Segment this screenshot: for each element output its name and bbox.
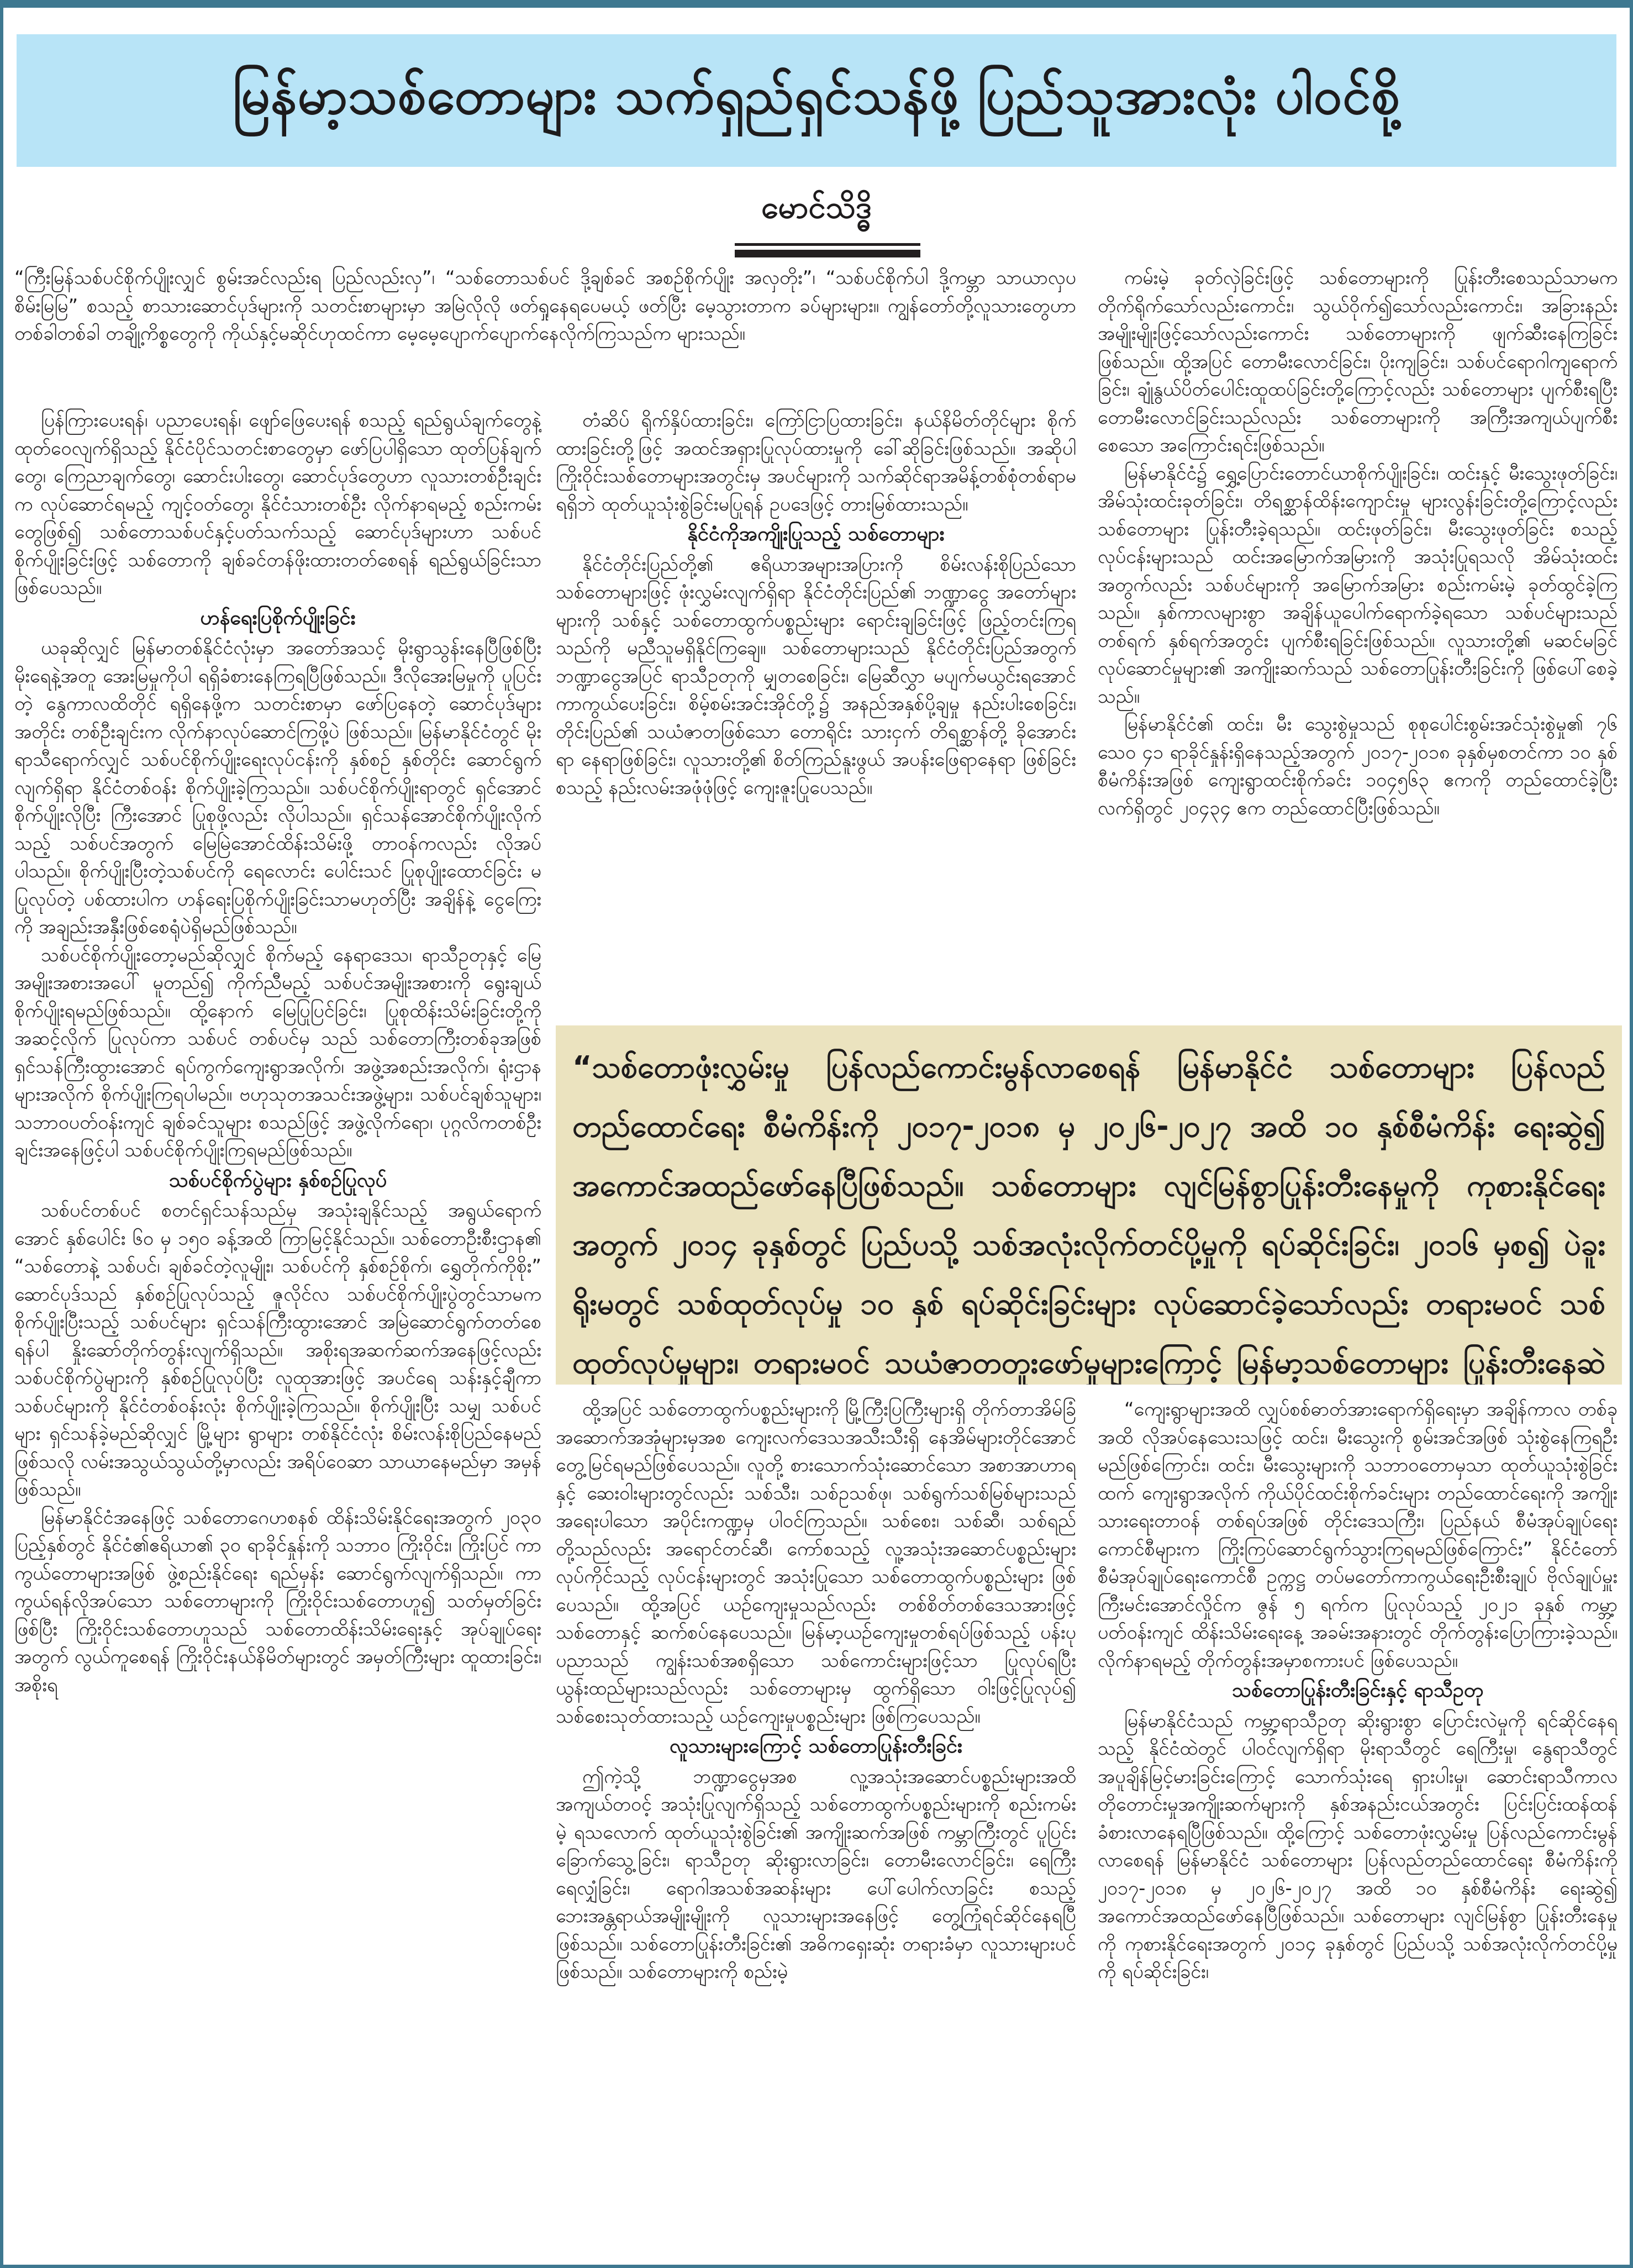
section-heading: ဟန်ရေးပြစိုက်ပျိုးခြင်း — [200, 606, 356, 629]
body-paragraph: မြန်မာနိုင်ငံ၏ ထင်း၊ မီး သွေးစွဲမှုသည် စုစုပေါင်းစွမ်းအင်သုံးစွဲမှု၏ ၇၆ သေဝ ၄၁ ရာခိုင်နှုန်းရှိနေသည့်အတွက် ၂၀၁၇-၂၀၁၈ ခုနှစ်မှစတင်ကာ ၁၀ နှစ်စီမံကိန်းအဖြစ် ကျေးရွာထင်းစိုက်ခင်း ၁၀၄၅၆၃ ဧကကို တည်ထောင်ခဲ့ပြီး လက်ရှိတွင် ၂၀၄၃၄ ဧက တည်ထောင်ပြီးဖြစ်သည်။ — [1098, 713, 1618, 819]
body-paragraph: ကမ်းမဲ့ ခုတ်လှဲခြင်းဖြင့် သစ်တောများကို ပြုန်းတီးစေသည်သာမက တိုက်ရိုက်သော်လည်းကောင်း၊ သွယ်ဝိုက်၍သော်လည်းကောင်း၊ အခြားနည်းအမျိုးမျိုးဖြင့်သော်လည်းကောင်း သစ်တောများကို ဖျက်ဆီးနေကြခြင်း ဖြစ်သည်။ ထို့အပြင် တောမီးလောင်ခြင်း၊ ပိုးကျခြင်း၊ သစ်ပင်ရောဂါကျရောက်ခြင်း၊ ချုံနွယ်ပိတ်ပေါင်းထူထပ်ခြင်းတို့ကြောင့်လည်း သစ်တောများ ပျက်စီးရပြီး တောမီးလောင်ခြင်းသည်လည်း သစ်တောများကို အကြီးအကျယ်ပျက်စီးစေသော အကြောင်းရင်းဖြစ်သည်။ — [1098, 267, 1618, 456]
body-paragraph: သစ်ပင်စိုက်ပျိုးတော့မည်ဆိုလျှင် စိုက်မည့် နေရာဒေသ၊ ရာသီဥတုနှင့် မြေအမျိုးအစားအပေါ် မူတည်၍ ကိုက်ညီမည့် သစ်ပင်အမျိုးအစားကို ရွေးချယ်စိုက်ပျိုးရမည်ဖြစ်သည်။ ထို့နောက် မြေပြုပြင်ခြင်း၊ ပြုစုထိန်းသိမ်းခြင်းတို့ကို အဆင့်လိုက် ပြုလုပ်ကာ သစ်ပင် တစ်ပင်မှ သည် သစ်တောကြီးတစ်ခုအဖြစ် ရှင်သန်ကြီးထွားအောင် ရပ်ကွက်ကျေးရွာအလိုက်၊ အဖွဲ့အစည်းအလိုက်၊ ရုံးဌာနများအလိုက် စိုက်ပျိုးကြရပါမည်။ ဗဟုသုတအသင်းအဖွဲ့များ၊ သစ်ပင်ချစ်သူများ၊ သဘာဝပတ်ဝန်းကျင် ချစ်ခင်သူများ စသည်ဖြင့် အဖွဲ့လိုက်ရော၊ ပုဂ္ဂလိကတစ်ဦးချင်းအနေဖြင့်ပါ သစ်ပင်စိုက်ပျိုးကြရမည်ဖြစ်သည်။ — [14, 944, 541, 1161]
intro-paragraph-block — [14, 264, 1076, 394]
section-heading: လူသားများကြောင့် သစ်တောပြုန်းတီးခြင်း — [670, 1735, 962, 1757]
body-paragraph: မြန်မာနိုင်ငံသည် ကမ္ဘာ့ရာသီဥတု ဆိုးရွားစွာ ပြောင်းလဲမှုကို ရင်ဆိုင်နေရသည့် နိုင်ငံထဲတွင် ပါဝင်လျက်ရှိရာ မိုးရာသီတွင် ရေကြီးမှု၊ နွေရာသီတွင် အပူချိန်မြင့်မားခြင်းကြောင့် သောက်သုံးရေ ရှားပါးမှု၊ ဆောင်းရာသီကာလတိုတောင်းမှုအကျိုးဆက်များကို နှစ်အနည်းငယ်အတွင်း ပြင်းပြင်းထန်ထန် ခံစားလာနေရပြီဖြစ်သည်။ ထို့ကြောင့် သစ်တောဖုံးလွှမ်းမှု ပြန်လည်ကောင်းမွန်လာစေရန် မြန်မာနိုင်ငံ သစ်တောများ ပြန်လည်တည်ထောင်ရေး စီမံကိန်းကို ၂၀၁၇-၂၀၁၈ မှ ၂၀၂၆-၂၀၂၇ အထိ ၁၀ နှစ်စီမံကိန်း ရေးဆွဲ၍ အကောင်အထည်ဖော်နေပြီဖြစ်သည်။ သစ်တောများ လျင်မြန်စွာ ပြုန်းတီးနေမှုကို ကုစားနိုင်ရေးအတွက် ၂၀၁၄ ခုနှစ်တွင် ပြည်ပသို့ သစ်အလုံးလိုက်တင်ပို့မှုကို ရပ်ဆိုင်းခြင်း၊ — [1098, 1709, 1618, 1983]
pull-quote: “သစ်တောဖုံးလွှမ်းမှု ပြန်လည်ကောင်းမွန်လာစေရန် မြန်မာနိုင်ငံ သစ်တောများ ပြန်လည်တည်ထောင်ရေး စီမံကိန်းကို ၂၀၁၇-၂၀၁၈ မှ ၂၀၂၆-၂၀၂၇ အထိ ၁၀ နှစ်စီမံကိန်း ရေးဆွဲ၍ အကောင်အထည်ဖော်နေပြီဖြစ်သည်။ သစ်တောများ လျင်မြန်စွာပြုန်းတီးနေမှုကို ကုစားနိုင်ရေးအတွက် ၂၀၁၄ ခုနှစ်တွင် ပြည်ပသို့ သစ်အလုံးလိုက်တင်ပို့မှုကို ရပ်ဆိုင်းခြင်း၊ ၂၀၁၆ မှစ၍ ပဲခူးရိုးမတွင် သစ်ထုတ်လုပ်မှု ၁၀ နှစ် ရပ်ဆိုင်းခြင်းများ လုပ်ဆောင်ခဲ့သော်လည်း တရားမဝင် သစ်ထုတ်လုပ်မှုများ၊ တရားမဝင် သယံဇာတတူးဖော်မှုများကြောင့် မြန်မာ့သစ်တောများ ပြုန်းတီးနေဆဲ — [556, 1025, 1622, 1385]
right-column-bottom — [1098, 1396, 1618, 2252]
body-paragraph: နိုင်ငံတိုင်းပြည်တို့၏ ဧရိယာအများအပြားကို စိမ်းလန်းစိုပြည်သော သစ်တောများဖြင့် ဖုံးလွှမ်းလျက်ရှိရာ နိုင်ငံတိုင်းပြည်၏ ဘဏ္ဍာငွေ အတော်များများကို သစ်နှင့် သစ်တောထွက်ပစ္စည်းများ ရောင်းချခြင်းဖြင့် ဖြည့်တင်းကြရသည်ကို မညီသူမရှိနိုင်ကြချေ။ သစ်တောများသည် နိုင်ငံတိုင်းပြည်အတွက် ဘဏ္ဍာငွေအပြင် ရာသီဥတုကို မျှတစေခြင်း၊ မြေဆီလွှာ မပျက်မယွင်းရအောင် ကာကွယ်ပေးခြင်း၊ စိမ့်စမ်းအင်းအိုင်တို့၌ အနည်အနှစ်ပို့ချမှု နည်းပါးစေခြင်း၊ တိုင်းပြည်၏ သယံဇာတဖြစ်သော တောရိုင်း သားငှက် တိရစ္ဆာန်တို့ ခိုအောင်းရာ နေရာဖြစ်ခြင်း၊ လူသားတို့၏ စိတ်ကြည်နူးဖွယ် အပန်းဖြေရာနေရာ ဖြစ်ခြင်းစသည့် နည်းလမ်းအဖုံဖုံဖြင့် ကျေးဇူးပြုပေသည်။ — [556, 553, 1076, 799]
section-heading: သစ်ပင်စိုက်ပွဲများ နှစ်စဉ်ပြုလုပ် — [168, 1169, 387, 1192]
middle-column-bottom — [556, 1396, 1076, 2252]
section-heading: သစ်တောပြုန်းတီးခြင်းနှင့် ရာသီဥတု — [1232, 1679, 1483, 1702]
body-paragraph: မြန်မာနိုင်ငံ၌ ရွှေ့ပြောင်းတောင်ယာစိုက်ပျိုးခြင်း၊ ထင်းနှင့် မီးသွေးဖုတ်ခြင်း၊ အိမ်သုံးထင်းခုတ်ခြင်း၊ တိရစ္ဆာန်ထိန်းကျောင်းမှု များလွန်းခြင်းတို့ကြောင့်လည်း သစ်တောများ ပြုန်းတီးခဲ့ရသည်။ ထင်းဖုတ်ခြင်း၊ မီးသွေးဖုတ်ခြင်း စသည့် လုပ်ငန်းများသည် ထင်းအမြောက်အမြားကို အသုံးပြုရသလို အိမ်သုံးထင်းအတွက်လည်း သစ်ပင်များကို အမြောက်အမြား စည်းကမ်းမဲ့ ခုတ်ထွင်ခဲ့ကြသည်။ နှစ်ကာလများစွာ အချိန်ယူပေါက်ရောက်ခဲ့ရသော သစ်ပင်များသည် တစ်ရက် နှစ်ရက်အတွင်း ပျက်စီးရခြင်းဖြစ်သည်။ လူသားတို့၏ မဆင်မခြင်လုပ်ဆောင်မှုများ၏ အကျိုးဆက်သည် သစ်တောပြုန်းတီးခြင်းကို ဖြစ်ပေါ်စေခဲ့သည်။ — [1098, 462, 1618, 708]
right-column-top — [1098, 264, 1618, 1017]
body-paragraph: ဤကဲ့သို့ ဘဏ္ဍာငွေမှအစ လူ့အသုံးအဆောင်ပစ္စည်းများအထိ အကျယ်တဝင့် အသုံးပြုလျက်ရှိသည့် သစ်တောထွက်ပစ္စည်းများကို စည်းကမ်းမဲ့ ရသလောက် ထုတ်ယူသုံးစွဲခြင်း၏ အကျိုးဆက်အဖြစ် ကမ္ဘာကြီးတွင် ပူပြင်းခြောက်သွေ့ခြင်း၊ ရာသီဥတု ဆိုးရွားလာခြင်း၊ တောမီးလောင်ခြင်း၊ ရေကြီးရေလျှံခြင်း၊ ရောဂါအသစ်အဆန်းများ ပေါ်ပေါက်လာခြင်း စသည့် ဘေးအန္တရာယ်အမျိုးမျိုးကို လူသားများအနေဖြင့် တွေ့ကြုံရင်ဆိုင်နေရပြီဖြစ်သည်။ သစ်တောပြုန်းတီးခြင်း၏ အဓိကရှေးဆုံး တရားခံမှာ လူသားများပင်ဖြစ်သည်။ သစ်တောများကို စည်းမဲ့ — [556, 1765, 1076, 1983]
section-heading: နိုင်ငံကိုအကျိုးပြုသည့် သစ်တောများ — [687, 523, 945, 545]
body-paragraph: ယခုဆိုလျှင် မြန်မာတစ်နိုင်ငံလုံးမှာ အတော်အသင့် မိုးရွာသွန်းနေပြီဖြစ်ပြီး မိုးရေနဲ့အတူ အေးမြမှုကိုပါ ရရှိခံစားနေကြရပြီဖြစ်သည်။ ဒီလိုအေးမြမှုကို ပူပြင်းတဲ့ နွေကာလထိတိုင် ရရှိနေဖို့က သတင်းစာမှာ ဖော်ပြနေတဲ့ ဆောင်ပုဒ်များအတိုင်း တစ်ဦးချင်းက လိုက်နာလုပ်ဆောင်ကြဖို့ပဲ ဖြစ်သည်။ မြန်မာနိုင်ငံတွင် မိုးရာသီရောက်လျှင် သစ်ပင်စိုက်ပျိုးရေးလုပ်ငန်းကို နှစ်စဉ် နှစ်တိုင်း ဆောင်ရွက်လျက်ရှိရာ နိုင်ငံတစ်ဝန်း စိုက်ပျိုးခဲ့ကြသည်။ သစ်ပင်စိုက်ပျိုးရာတွင် ရှင်အောင်စိုက်ပျိုးလိုပြီး ကြီးအောင် ပြုစုဖို့လည်း လိုပါသည်။ ရှင်သန်အောင်စိုက်ပျိုးလိုက်သည့် သစ်ပင်အတွက် မြေမြဲအောင်ထိန်းသိမ်းဖို့ တာဝန်ကလည်း လိုအပ်ပါသည်။ စိုက်ပျိုးပြီးတဲ့သစ်ပင်ကို ရေလောင်း ပေါင်းသင် ပြုစုပျိုးထောင်ခြင်း မပြုလုပ်တဲ့ ပစ်ထားပါက ဟန်ရေးပြစိုက်ပျိုးခြင်းသာမဟုတ်ပြီး အချိန်နဲ့ ငွေကြေးကို အချည်းအနှီးဖြစ်စေရုံပဲရှိမည်ဖြစ်သည်။ — [14, 637, 541, 938]
body-paragraph: “ကျေးရွာများအထိ လျှပ်စစ်ဓာတ်အားရောက်ရှိရေးမှာ အချိန်ကာလ တစ်ခုအထိ လိုအပ်နေသေးသဖြင့် ထင်း၊ မီးသွေးကို စွမ်းအင်အဖြစ် သုံးစွဲနေကြရဦးမည်ဖြစ်ကြောင်း၊ ထင်း၊ မီးသွေးများကို သဘာဝတောမှသာ ထုတ်ယူသုံးစွဲခြင်းထက် ကျေးရွာအလိုက် ကိုယ်ပိုင်ထင်းစိုက်ခင်းများ တည်ထောင်ရေးကို အကျိုးသားရေးတာဝန် တစ်ရပ်အဖြစ် တိုင်းဒေသကြီး၊ ပြည်နယ် စီမံအုပ်ချုပ်ရေးကောင်စီများက ကြိုးကြပ်ဆောင်ရွက်သွားကြရမည်ဖြစ်ကြောင်း” နိုင်ငံတော် စီမံအုပ်ချုပ်ရေးကောင်စီ ဥက္ကဋ္ဌ တပ်မတော်ကာကွယ်ရေးဦးစီးချုပ် ဗိုလ်ချုပ်မှူးကြီးမင်းအောင်လှိုင်က ဇွန် ၅ ရက်က ပြုလုပ်သည့် ၂၀၂၁ ခုနှစ် ကမ္ဘာ့ပတ်ဝန်းကျင် ထိန်းသိမ်းရေးနေ့ အခမ်းအနားတွင် တိုက်တွန်းပြောကြားခဲ့သည်။ လိုက်နာရမည့် တိုက်တွန်းအမှာစကားပင် ဖြစ်ပေသည်။ — [1098, 1398, 1618, 1672]
byline-divider-thin — [735, 243, 920, 246]
body-paragraph: သစ်ပင်တစ်ပင် စတင်ရှင်သန်သည်မှ အသုံးချနိုင်သည့် အရွယ်ရောက်အောင် နှစ်ပေါင်း ၆၀ မှ ၁၅၀ ခန့်အထိ ကြာမြင့်နိုင်သည်။ သစ်တောဦးစီးဌာန၏ “သစ်တောနဲ့ သစ်ပင်၊ ချစ်ခင်တဲ့လူမျိုး၊ သစ်ပင်ကို နှစ်စဉ်စိုက်၊ ရွှေတိုက်ကိုစိုး” ဆောင်ပုဒ်သည် နှစ်စဉ်ပြုလုပ်သည့် ဇူလိုင်လ သစ်ပင်စိုက်ပျိုးပွဲတွင်သာမက စိုက်ပျိုးပြီးသည့် သစ်ပင်များ ရှင်သန်ကြီးထွားအောင် အမြဲဆောင်ရွက်တတ်စေရန်ပါ နှိုးဆော်တိုက်တွန်းလျက်ရှိသည်။ အစိုးရအဆက်ဆက်အနေဖြင့်လည်း သစ်ပင်စိုက်ပွဲများကို နှစ်စဉ်ပြုလုပ်ပြီး လူထုအားဖြင့် အပင်ရေ သန်းနှင့်ချီကာ သစ်ပင်များကို နိုင်ငံတစ်ဝန်းလုံး စိုက်ပျိုးခဲ့ကြသည်။ စိုက်ပျိုးပြီး သမျှ သစ်ပင်များ ရှင်သန်ခဲ့မည်ဆိုလျှင် မြို့များ ရွာများ တစ်နိုင်ငံလုံး စိမ်းလန်းစိုပြည်နေမည်ဖြစ်သလို လမ်းအသွယ်သွယ်တို့မှာလည်း အရိပ်ဝေဆာ သာယာနေမည်မှာ အမှန်ဖြစ်သည်။ — [14, 1199, 541, 1501]
middle-column-top — [556, 407, 1076, 1017]
body-paragraph: တံဆိပ် ရိုက်နှိပ်ထားခြင်း၊ ကြော်ငြာပြထားခြင်း၊ နယ်နိမိတ်တိုင်များ စိုက်ထားခြင်းတို့ဖြင့် အထင်အရှားပြုလုပ်ထားမှုကို ခေါ်ဆိုခြင်းဖြစ်သည်။ အဆိုပါ ကြိုးဝိုင်းသစ်တောများအတွင်းမှ အပင်များကို သက်ဆိုင်ရာအမိန့်တစ်စုံတစ်ရာမရရှိဘဲ ထုတ်ယူသုံးစွဲခြင်းမပြုရန် ဥပဒေဖြင့် တားမြစ်ထားသည်။ — [556, 409, 1076, 515]
title-band — [17, 34, 1616, 167]
intro-paragraph: “ကြီးမြန်သစ်ပင်စိုက်ပျိုးလျှင် စွမ်းအင်လည်းရ ပြည်လည်းလှ”၊ “သစ်တောသစ်ပင် ဒို့ချစ်ခင် အစဉ်စိုက်ပျိုး အလှတိုး”၊ “သစ်ပင်စိုက်ပါ ဒို့ကမ္ဘာ သာယာလှပ စိမ်းမြမြ” စသည့် စာသားဆောင်ပုဒ်များကို သတင်းစာများမှာ အမြဲလိုလို ဖတ်ရှုနေရပေမယ့် ဖတ်ပြီး မေ့သွားတာက ခပ်များများ။ ကျွန်တော်တို့လူသားတွေဟာ တစ်ခါတစ်ခါ တချို့ကိစ္စတွေကို ကိုယ်နှင့်မဆိုင်ဟုထင်ကာ မေ့မေ့ပျောက်ပျောက်နေလိုက်ကြသည်က များသည်။ — [14, 267, 1076, 345]
body-paragraph: မြန်မာနိုင်ငံအနေဖြင့် သစ်တောဂေဟစနစ် ထိန်းသိမ်းနိုင်ရေးအတွက် ၂၀၃၀ ပြည့်နှစ်တွင် နိုင်ငံ၏ဧရိယာ၏ ၃၀ ရာခိုင်နှုန်းကို သဘာဝ ကြိုးဝိုင်း၊ ကြိုးပြင် ကာကွယ်တောများအဖြစ် ဖွဲ့စည်းနိုင်ရေး ရည်မှန်း ဆောင်ရွက်လျက်ရှိသည်။ ကာကွယ်ရန်လိုအပ်သော သစ်တောများကို ကြိုးဝိုင်းသစ်တောဟူ၍ သတ်မှတ်ခြင်းဖြစ်ပြီး ကြိုးဝိုင်းသစ်တောဟူသည် သစ်တောထိန်းသိမ်းရေးနှင့် အုပ်ချုပ်ရေးအတွက် လွယ်ကူစေရန် ကြိုးဝိုင်းနယ်နိမိတ်များတွင် အမှတ်ကြီးများ ထူထားခြင်း၊ အစိုးရ — [14, 1506, 541, 1696]
author-byline: မောင်သိဒ္ဓိ — [761, 190, 872, 225]
article-title: မြန်မာ့သစ်တောများ သက်ရှည်ရှင်သန်ဖို့ ပြည်သူအားလုံး ပါဝင်စို့ — [232, 66, 1401, 125]
body-paragraph: ပြန်ကြားပေးရန်၊ ပညာပေးရန်၊ ဖျော်ဖြေပေးရန် စသည့် ရည်ရွယ်ချက်တွေနဲ့ ထုတ်ဝေလျက်ရှိသည့် နိုင်ငံပိုင်သတင်းစာတွေမှာ ဖော်ပြပါရှိသော ထုတ်ပြန်ချက်တွေ၊ ကြေညာချက်တွေ၊ ဆောင်းပါးတွေ၊ ဆောင်ပုဒ်တွေဟာ လူသားတစ်ဦးချင်းက လုပ်ဆောင်ရမည့် ကျင့်ဝတ်တွေ၊ နိုင်ငံသားတစ်ဦး လိုက်နာရမည့် စည်းကမ်းတွေဖြစ်၍ သစ်တောသစ်ပင်နှင့်ပတ်သက်သည့် ဆောင်ပုဒ်များဟာ သစ်ပင်စိုက်ပျိုးခြင်းဖြင့် သစ်တောကို ချစ်ခင်တန်ဖိုးထားတတ်စေရန် ရည်ရွယ်ခြင်းသာ ဖြစ်ပေသည်။ — [14, 409, 541, 599]
byline-divider-thick — [735, 250, 920, 257]
left-column — [14, 407, 541, 2252]
body-paragraph: ထို့အပြင် သစ်တောထွက်ပစ္စည်းများကို မြို့ကြီးပြကြီးများရှိ တိုက်တာအိမ်ခြံ အဆောက်အအုံများမှအစ ကျေးလက်ဒေသအသီးသီးရှိ နေအိမ်များတိုင်အောင် တွေ့မြင်ရမည်ဖြစ်ပေသည်။ လူတို့ စားသောက်သုံးဆောင်သော အစာအာဟာရနှင့် ဆေးဝါးများတွင်လည်း သစ်သီး၊ သစ်ဥသစ်ဖု၊ သစ်ရွက်သစ်မြစ်များသည် အရေးပါသော အပိုင်းကဏ္ဍမှ ပါဝင်ကြသည်။ သစ်စေး၊ သစ်ဆီ၊ သစ်ရည်တို့သည်လည်း အရောင်တင်ဆီ၊ ကော်စသည့် လူ့အသုံးအဆောင်ပစ္စည်းများ လုပ်ကိုင်သည့် လုပ်ငန်းများတွင် အသုံးပြုသော သစ်တောထွက်ပစ္စည်းများ ဖြစ်ပေသည်။ ထို့အပြင် ယဉ်ကျေးမှုသည်လည်း တစ်စိတ်တစ်ဒေသအားဖြင့် သစ်တောနှင့် ဆက်စပ်နေပေသည်။ မြန်မာ့ယဉ်ကျေးမှုတစ်ရပ်ဖြစ်သည့် ပန်းပုပညာသည် ကျွန်းသစ်အစရှိသော သစ်ကောင်းများဖြင့်သာ ပြုလုပ်ရပြီး ယွန်းထည်များသည်လည်း သစ်တောများမှ ထွက်ရှိသော ဝါးဖြင့်ပြုလုပ်၍ သစ်စေးသုတ်ထားသည့် ယဉ်ကျေးမှုပစ္စည်းများ ဖြစ်ကြပေသည်။ — [556, 1398, 1076, 1728]
